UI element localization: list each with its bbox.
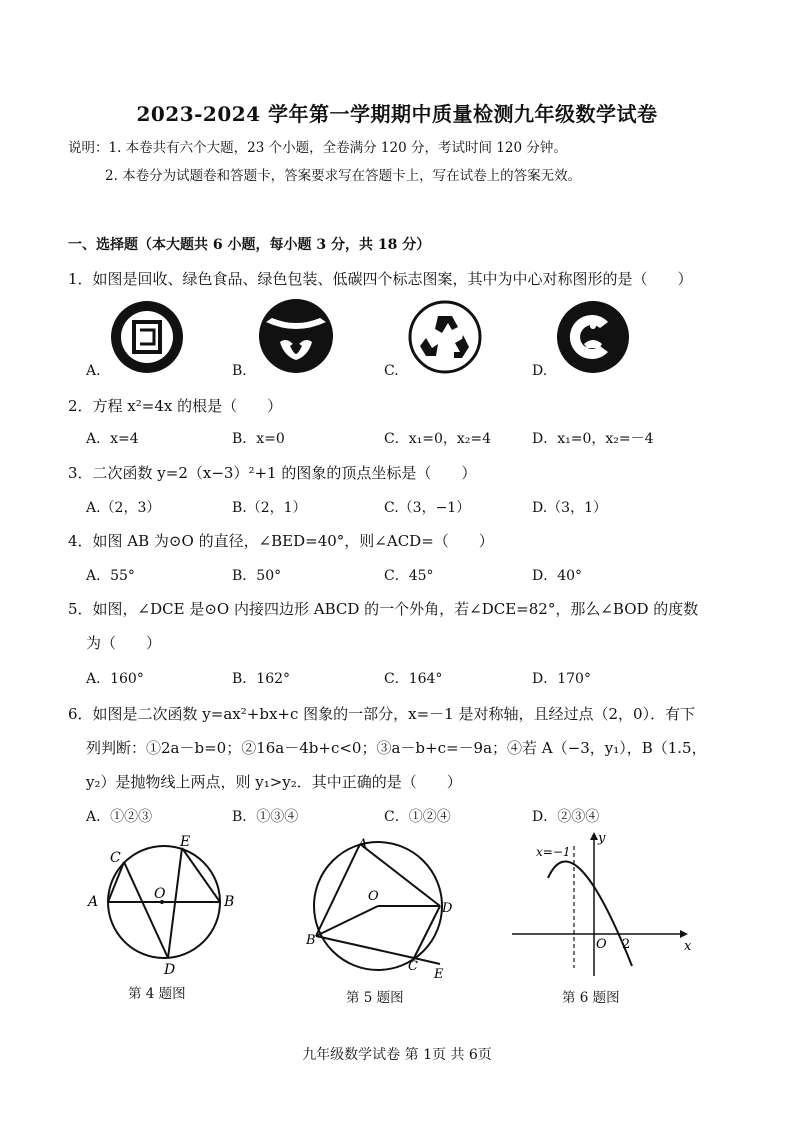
fig4-label-e: E xyxy=(180,834,191,850)
question-5-stem-line-2: 为（ ） xyxy=(86,634,162,652)
fig6-label-two: 2 xyxy=(622,937,631,952)
instruction-note-1: 说明：1. 本卷共有六个大题，23 个小题，全卷满分 120 分，考试时间 120 分钟。 xyxy=(68,140,567,156)
question-6-stem-line-3: y₂）是抛物线上两点，则 y₁>y₂．其中正确的是（ ） xyxy=(86,773,462,791)
q3-option-c: C.（3，−1） xyxy=(384,500,471,516)
q3-option-a: A.（2，3） xyxy=(86,500,161,516)
fig5-label-e: E xyxy=(434,967,444,982)
q4-option-a: A．55° xyxy=(86,568,135,584)
figure-5-circle-diagram xyxy=(306,832,456,982)
green-packaging-logo-icon xyxy=(408,300,482,374)
question-6-stem-line-2: 列判断：①2a－b=0；②16a－4b+c<0；③a－b+c=－9a；④若 A（−3，y₁），B（1.5， xyxy=(86,739,707,757)
fig5-label-c: C xyxy=(408,959,418,974)
fig6-label-y: y xyxy=(598,831,606,846)
recycle-logo-icon xyxy=(110,300,184,374)
fig6-label-x: x xyxy=(684,939,692,954)
question-3-stem: 3．二次函数 y=2（x−3）²+1 的图象的顶点坐标是（ ） xyxy=(68,464,477,482)
q6-option-a: A．①②③ xyxy=(86,809,153,825)
fig6-axis-of-symmetry-label: x=−1 xyxy=(536,845,571,859)
q6-option-c: C．①②④ xyxy=(384,809,451,825)
q2-option-d: D．x₁=0，x₂=－4 xyxy=(532,431,654,447)
figure-6-parabola-graph xyxy=(508,826,694,978)
page-title: 2023-2024 学年第一学期期中质量检测九年级数学试卷 xyxy=(136,102,658,126)
fig5-label-o: O xyxy=(368,889,379,904)
fig4-label-c: C xyxy=(110,850,121,866)
q2-option-c: C．x₁=0，x₂=4 xyxy=(384,431,492,447)
instruction-note-2: 2. 本卷分为试题卷和答题卡，答案要求写在答题卡上，写在试卷上的答案无效。 xyxy=(105,168,582,184)
question-4-stem: 4．如图 AB 为⊙O 的直径，∠BED=40°，则∠ACD=（ ） xyxy=(68,532,494,550)
figure-4-caption: 第 4 题图 xyxy=(128,986,186,1002)
figure-4-circle-diagram xyxy=(84,834,240,980)
fig4-label-o: O xyxy=(154,886,166,902)
q2-option-b: B．x=0 xyxy=(232,431,285,447)
figure-6-caption: 第 6 题图 xyxy=(562,990,620,1006)
fig5-label-b: B xyxy=(306,933,316,948)
question-6-stem-line-1: 6．如图是二次函数 y=ax²+bx+c 图象的一部分，x=－1 是对称轴，且经过点（2，0）．有下 xyxy=(68,705,696,723)
q1-option-b: B. xyxy=(232,363,247,379)
q5-option-b: B．162° xyxy=(232,671,291,687)
low-carbon-logo-icon xyxy=(556,300,630,374)
question-5-stem-line-1: 5．如图，∠DCE 是⊙O 内接四边形 ABCD 的一个外角，若∠DCE=82°，那么∠BOD 的度数 xyxy=(68,600,699,618)
question-1-stem: 1．如图是回收、绿色食品、绿色包装、低碳四个标志图案，其中为中心对称图形的是（ ） xyxy=(68,270,693,288)
fig6-label-o: O xyxy=(596,937,607,952)
q1-option-d: D. xyxy=(532,363,548,379)
q1-option-a: A. xyxy=(86,363,101,379)
q4-option-c: C．45° xyxy=(384,568,434,584)
q4-option-d: D．40° xyxy=(532,568,583,584)
fig4-label-d: D xyxy=(164,962,176,978)
fig4-label-b: B xyxy=(224,894,235,910)
page-footer: 九年级数学试卷 第 1页 共 6页 xyxy=(302,1047,492,1063)
fig5-label-a: A xyxy=(358,837,368,852)
fig5-label-d: D xyxy=(442,901,453,916)
green-food-logo-icon xyxy=(258,298,334,374)
q6-option-d: D．②③④ xyxy=(532,809,600,825)
q3-option-b: B.（2，1） xyxy=(232,500,307,516)
q5-option-d: D．170° xyxy=(532,671,591,687)
q6-option-b: B．①③④ xyxy=(232,809,299,825)
question-2-stem: 2．方程 x²=4x 的根是（ ） xyxy=(68,397,283,415)
fig4-label-a: A xyxy=(88,894,99,910)
q4-option-b: B．50° xyxy=(232,568,282,584)
q5-option-c: C．164° xyxy=(384,671,443,687)
figure-5-caption: 第 5 题图 xyxy=(346,990,404,1006)
q3-option-d: D.（3，1） xyxy=(532,500,607,516)
section-heading-choice: 一、选择题（本大题共 6 小题，每小题 3 分，共 18 分） xyxy=(68,237,431,253)
q1-option-c: C. xyxy=(384,363,399,379)
q5-option-a: A．160° xyxy=(86,671,144,687)
q2-option-a: A．x=4 xyxy=(86,431,139,447)
